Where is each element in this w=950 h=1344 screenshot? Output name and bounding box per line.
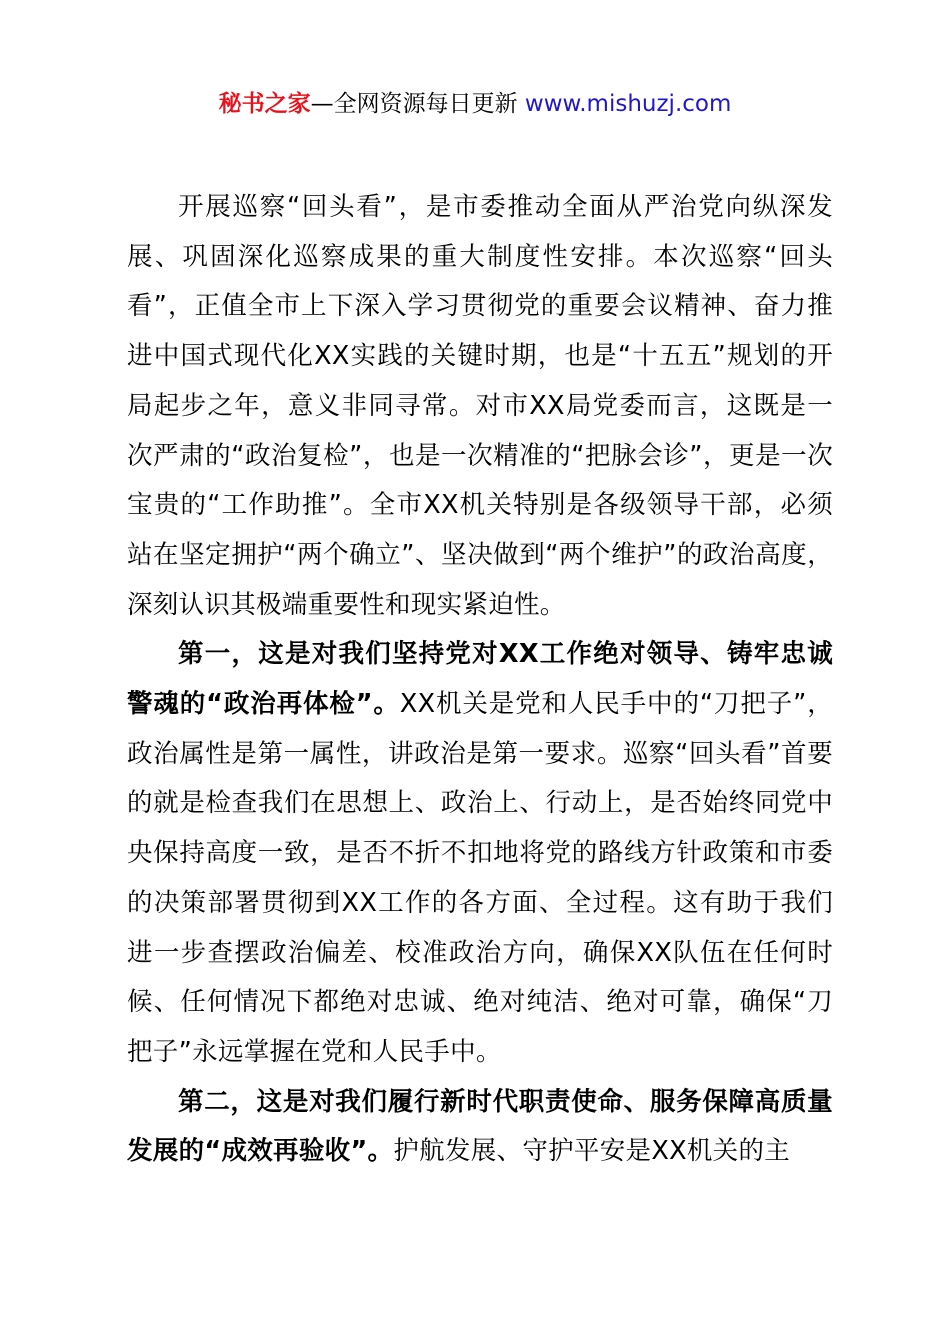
paragraph-lead: 第二，这是对我们履行新时代职责使命、服务保障高质量发展的“成效再验收”。 xyxy=(127,1086,833,1167)
site-slogan: —全网资源每日更新 xyxy=(310,91,525,117)
paragraph-point-1 xyxy=(127,630,833,1077)
site-header xyxy=(0,88,950,120)
paragraph-text: 开展巡察“回头看”，是市委推动全面从严治党向纵深发展、巩固深化巡察成果的重大制度性安排。本次巡察“回头看”，正值全市上下深入学习贯彻党的重要会议精神、奋力推进中国式现代化XX实践的关键时期，也是“十五五”规划的开局起步之年，意义非同寻常。对市XX局党委而言，这既是一次严肃的“政治复检”，也是一次精准的“把脉会诊”，更是一次宝贵的“工作助推”。全市XX机关特别是各级领导干部，必须站在坚定拥护“两个确立”、坚决做到“两个维护”的政治高度，深刻认识其极端重要性和现实紧迫性。 xyxy=(127,192,833,620)
paragraph-lead: 第一，这是对我们坚持党对XX工作绝对领导、铸牢忠诚警魂的“政治再体检”。 xyxy=(127,639,833,720)
paragraph-intro xyxy=(127,183,833,630)
site-brand: 秘书之家 xyxy=(218,91,311,117)
site-url-link[interactable]: www.mishuzj.com xyxy=(524,91,732,117)
paragraph-point-2 xyxy=(127,1078,833,1177)
paragraph-text: XX机关是党和人民手中的“刀把子”，政治属性是第一属性，讲政治是第一要求。巡察“回头看”首要的就是检查我们在思想上、政治上、行动上，是否始终同党中央保持高度一致，是否不折不扣地将党的路线方针政策和市委的决策部署贯彻到XX工作的各方面、全过程。这有助于我们进一步查摆政治偏差、校准政治方向，确保XX队伍在任何时候、任何情况下都绝对忠诚、绝对纯洁、绝对可靠，确保“刀把子”永远掌握在党和人民手中。 xyxy=(127,689,833,1067)
paragraph-text: 护航发展、守护平安是XX机关的主 xyxy=(393,1136,791,1167)
document-body xyxy=(127,183,833,1177)
